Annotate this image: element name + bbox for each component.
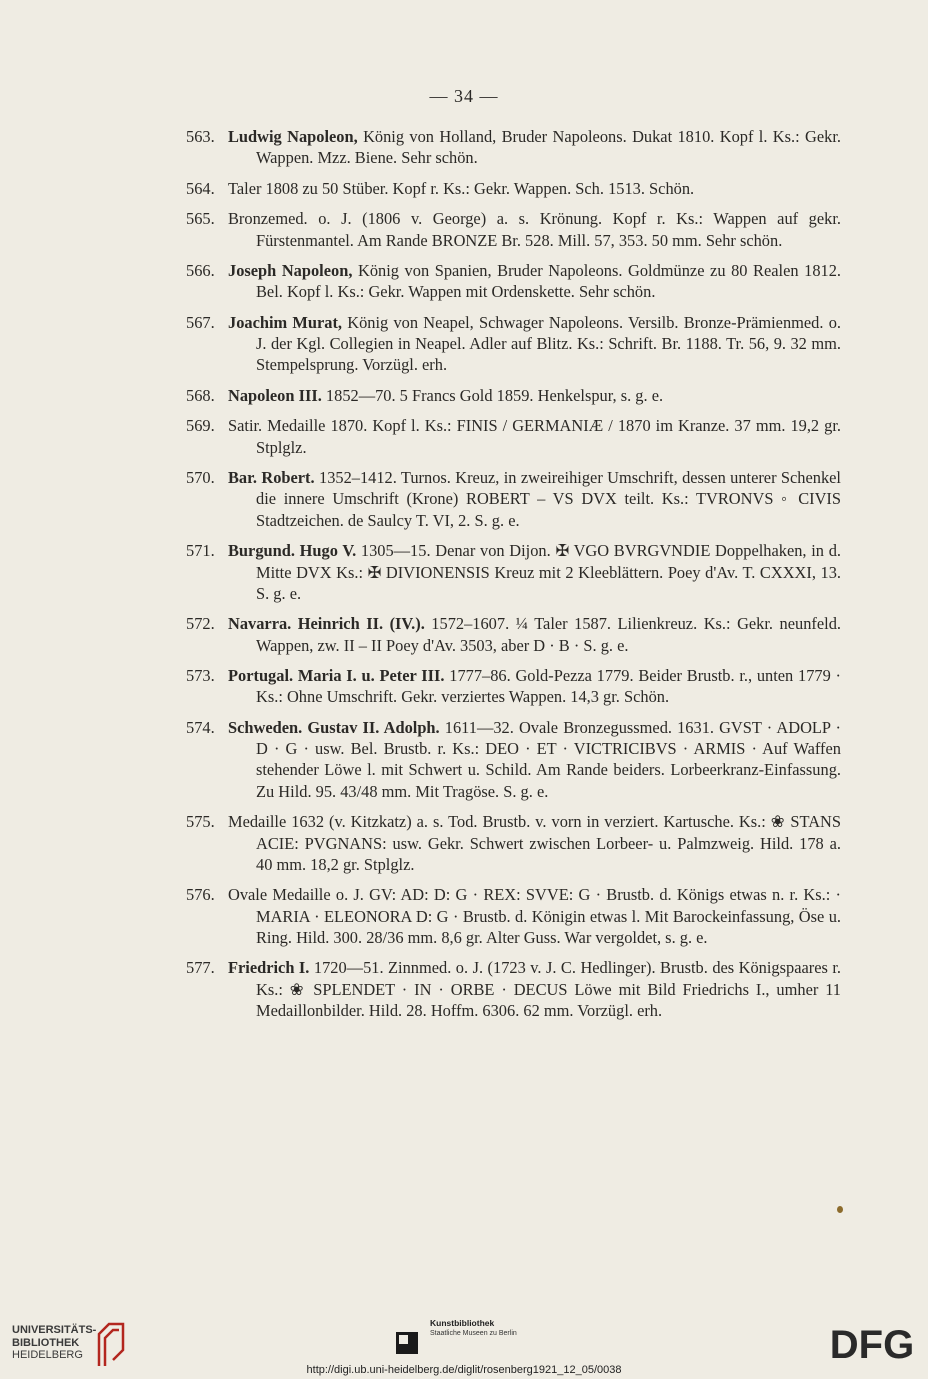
source-url: http://digi.ub.uni-heidelberg.de/diglit/rosenberg1921_12_05/0038 — [306, 1364, 622, 1376]
footer-stamp — [0, 1308, 928, 1379]
entry-number: 563. — [186, 127, 215, 146]
paper-spot — [837, 1206, 843, 1213]
entry-text: 1352–1412. Turnos. Kreuz, in zweireihiger Umschrift, dessen unterer Schenkel die innere Umschrift (Krone) ROBERT – VS DVX teilt. Ks.: TVRONVS ◦ CIVIS Stadtzeichen. de Saulcy T. VI, 2. S. g. e. — [256, 468, 841, 530]
entry-text: 1611—32. Ovale Bronzegussmed. 1631. GVST · ADOLP · D · G · usw. Bel. Brustb. r. Ks.: DEO · ET · VICTRICIBVS · ARMIS · Auf Waffen stehender Löwe l. mit Schwert u. Schild. Am Rande beiders. Lorbeerkranz-Einfassung. Zu Hild. 95. 43/48 mm. Mit Tragöse. S. g. e. — [256, 717, 841, 801]
entry-text: Satir. Medaille 1870. Kopf l. Ks.: FINIS / GERMANIÆ / 1870 im Kranze. 37 mm. 19,2 gr. Stplglz. — [228, 416, 841, 457]
entry-number: 571. — [186, 541, 215, 561]
catalog-entry — [186, 811, 841, 875]
catalog-entry — [186, 415, 841, 458]
entry-number: 573. — [186, 666, 215, 686]
catalog-entry — [186, 884, 841, 948]
heidelberg-logo — [12, 1324, 96, 1362]
entry-number: 570. — [186, 468, 215, 488]
catalog-entry — [186, 613, 841, 656]
entry-heading: Joseph Napoleon, — [228, 261, 353, 281]
entry-text: König von Neapel, Schwager Napoleons. Versilb. Bronze-Prämienmed. o. J. der Kgl. Collegien in Neapel. Adler auf Blitz. Ks.: Schrift. Br. 1188. Tr. 56, 9. 32 mm. Stempelsprung. Vorzügl. erh. — [256, 312, 841, 375]
page-number: — 34 — — [429, 86, 499, 106]
entry-text: 1720—51. Zinnmed. o. J. (1723 v. J. C. Hedlinger). Brustb. des Königspaares r. Ks.: ❀ SPLENDET · IN · ORBE · DECUS Löwe mit Bild Friedrichs I., umher 11 Medaillonbilder. Hild. 28. Hoffm. 6306. 62 mm. Vorzügl. erh. — [256, 958, 841, 1021]
catalog-entry — [186, 385, 841, 406]
entry-text: 1777–86. Gold-Pezza 1779. Beider Brustb. r., unten 1779 · Ks.: Ohne Umschrift. Gekr. verziertes Wappen. 14,3 gr. Schön. — [256, 666, 841, 707]
catalog-entry — [186, 467, 841, 531]
entry-heading: Navarra. Heinrich II. (IV.). — [228, 614, 425, 634]
catalog-entry — [186, 312, 841, 376]
uni-logo-line1: UNIVERSITÄTS- — [12, 1324, 97, 1336]
kunstbibliothek-mark-icon — [396, 1332, 418, 1354]
entry-text: 1305—15. Denar von Dijon. ✠ VGO BVRGVNDIE Doppelhaken, in d. Mitte DVX Ks.: ✠ DIVIONENSIS Kreuz mit 2 Kleeblättern. Poey d'Av. T. CXXXI, 13. S. g. e. — [256, 541, 841, 603]
uni-logo-line2: BIBLIOTHEK — [12, 1336, 80, 1349]
entry-text: König von Spanien, Bruder Napoleons. Goldmünze zu 80 Realen 1812. Bel. Kopf l. Ks.: Gekr. Wappen mit Ordenskette. Sehr schön. — [256, 261, 841, 302]
entry-number: 565. — [186, 209, 215, 229]
entry-heading: Bar. Robert. — [228, 468, 315, 488]
entry-number: 576. — [186, 885, 215, 905]
entry-number: 567. — [186, 312, 215, 332]
entry-heading: Burgund. Hugo V. — [228, 541, 357, 561]
entry-number: 564. — [186, 178, 215, 198]
entry-text: Bronzemed. o. J. (1806 v. George) a. s. Krönung. Kopf r. Ks.: Wappen auf gekr. Fürstenmantel. Am Rande BRONZE Br. 528. Mill. 57, 353. 50 mm. Sehr schön. — [228, 209, 841, 250]
entry-number: 577. — [186, 958, 215, 978]
catalog-entry — [186, 665, 841, 708]
dfg-text: DFG — [829, 1323, 915, 1366]
entry-number: 572. — [186, 614, 215, 634]
heidelberg-mark-icon — [95, 1320, 127, 1368]
kb-subtitle: Staatliche Museen zu Berlin — [430, 1330, 517, 1337]
uni-logo-line3: HEIDELBERG — [12, 1349, 83, 1361]
entry-number: 569. — [186, 416, 215, 436]
entry-number: 575. — [186, 812, 215, 832]
entry-number: 574. — [186, 717, 215, 737]
entry-heading: Joachim Murat, — [228, 312, 343, 332]
kb-name: Kunstbibliothek — [430, 1318, 495, 1328]
entry-number: 568. — [186, 385, 215, 405]
catalog-entries — [186, 126, 841, 1031]
entry-heading: Schweden. Gustav II. Adolph. — [228, 717, 440, 737]
entry-heading: Napoleon III. — [228, 385, 322, 405]
entry-text: Taler 1808 zu 50 Stüber. Kopf r. Ks.: Gekr. Wappen. Sch. 1513. Schön. — [228, 178, 695, 198]
catalog-entry — [186, 126, 841, 169]
entry-text: 1852—70. 5 Francs Gold 1859. Henkelspur, s. g. e. — [321, 385, 664, 405]
entry-text: Medaille 1632 (v. Kitzkatz) a. s. Tod. Brustb. v. vorn in verziert. Kartusche. Ks.: ❀ STANS ACIE: PVGNANS: usw. Gekr. Schwert zwischen Lorbeer- u. Palmzweig. Hild. 178 a. 40 mm. 18,2 gr. Stplglz. — [228, 812, 841, 874]
dfg-logo — [826, 1320, 918, 1366]
catalog-entry — [186, 540, 841, 604]
entry-heading: Portugal. Maria I. u. Peter III. — [228, 666, 445, 686]
entry-heading: Friedrich I. — [228, 958, 310, 978]
catalog-entry — [186, 178, 841, 199]
entry-text: König von Holland, Bruder Napoleons. Dukat 1810. Kopf l. Ks.: Gekr. Wappen. Mzz. Biene. Sehr schön. — [256, 127, 841, 168]
entry-heading: Ludwig Napoleon, — [228, 127, 358, 146]
entry-text: Ovale Medaille o. J. GV: AD: D: G · REX: SVVE: G · Brustb. d. Königs etwas n. r. Ks.: · MARIA · ELEONORA D: G · Brustb. d. Königin etwas l. Mit Barockeinfassung, Öse u. Ring. Hild. 300. 28/36 mm. 8,6 gr. Alter Guss. War vergoldet, s. g. e. — [228, 885, 841, 947]
catalog-entry — [186, 260, 841, 303]
catalog-entry — [186, 208, 841, 251]
entry-number: 566. — [186, 261, 215, 281]
entry-text: 1572–1607. ¼ Taler 1587. Lilienkreuz. Ks.: Gekr. neunfeld. Wappen, zw. II – II Poey d'Av. 3503, aber D · B · S. g. e. — [256, 614, 841, 655]
catalog-entry — [186, 957, 841, 1021]
catalog-entry — [186, 717, 841, 802]
